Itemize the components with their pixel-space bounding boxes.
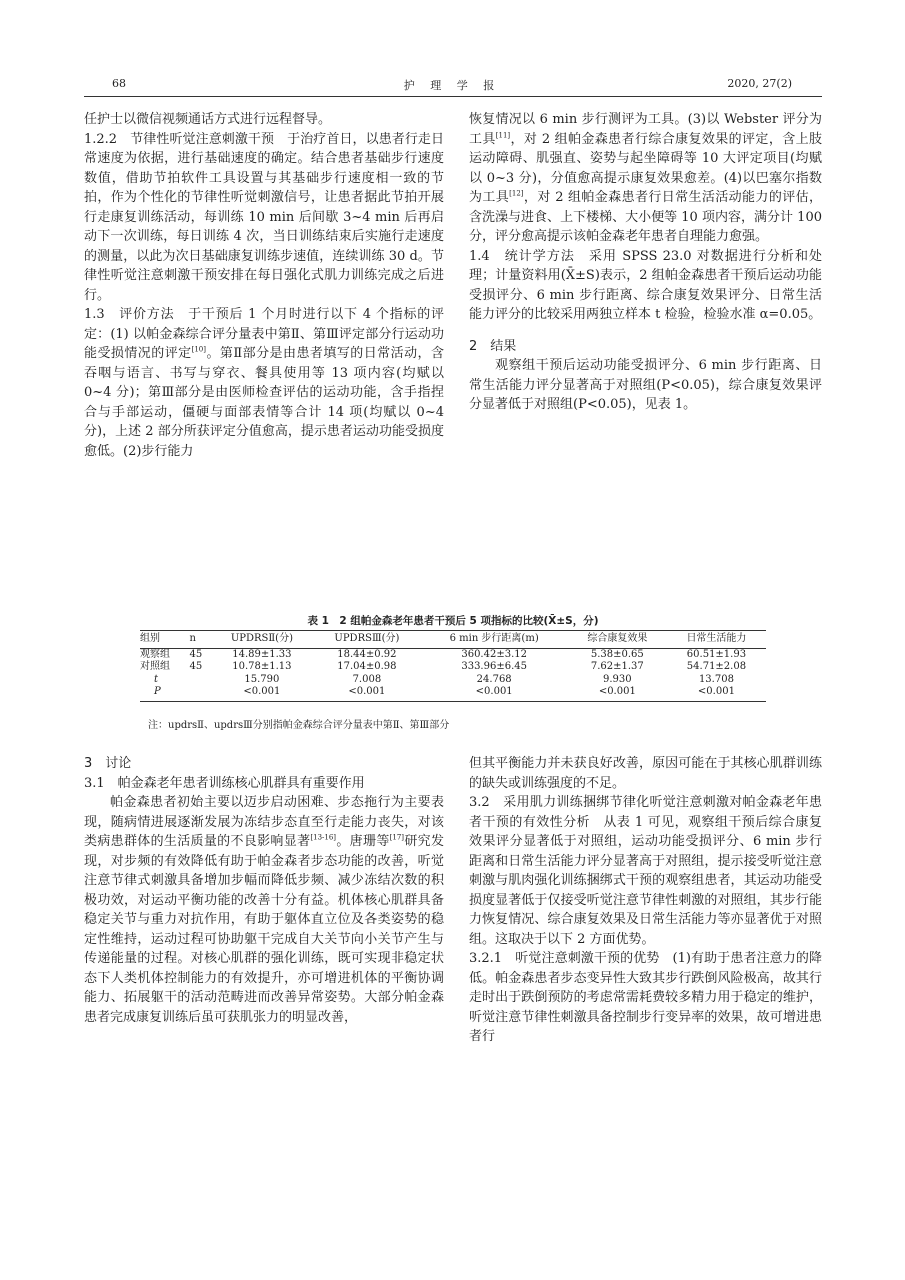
cell: t xyxy=(154,673,159,685)
cell: 333.96±6.45 xyxy=(461,661,527,672)
cell: 24.768 xyxy=(476,673,512,685)
citation: [10] xyxy=(191,345,206,354)
section-text: 于干预后 1 个月时进行以下 4 个指标的评定：(1) 以帕金森综合评分量表中第Ⅱ、第Ⅲ评定部分行运动功能受损情况的评定 xyxy=(84,307,444,361)
running-header xyxy=(112,77,792,95)
cell: <0.001 xyxy=(568,686,667,701)
section-text: 于治疗首日，以患者行走日常速度为依据，进行基础速度的确定。结合患者基础步行速度数值，借助节拍软件工具设置与其基础步行速度相一致的节拍，作为个性化的节律性听觉刺激信号，让患者据此节拍开展行走康复训练活动，每训练 10 min 后间歇 3~4 min 后再启动下一次训练，每日训练 4 次，当日训练结束后实施行走速度的测量，以此为次日基础康复训练步速值，连续训练 30 d。节律性听觉注意刺激干预安排在每日强化式肌力训练完成之后进行。 xyxy=(84,131,444,303)
table-caption: 表 1 2 组帕金森老年患者干预后 5 项指标的比较(X̄±S，分) xyxy=(307,615,599,627)
header-rule xyxy=(84,96,822,97)
table-row xyxy=(140,648,766,661)
results-table xyxy=(140,630,766,702)
cell: 5.38±0.65 xyxy=(590,648,644,660)
cell: 7.62±1.37 xyxy=(590,661,644,672)
cell: 60.51±1.93 xyxy=(686,648,747,660)
section-heading: 1.4 统计学方法 xyxy=(469,248,575,264)
paragraph: 但其平衡能力并未获良好改善，原因可能在于其核心肌群训练的缺失或训练强度的不足。 xyxy=(469,756,822,791)
col-header: 6 min 步行距离(m) xyxy=(421,631,568,649)
column-4 xyxy=(469,754,822,1047)
table-row xyxy=(140,686,766,701)
cell: 45 xyxy=(189,648,203,660)
cell: <0.001 xyxy=(211,686,314,701)
text: 。唐珊等 xyxy=(336,834,390,849)
cell: 54.71±2.08 xyxy=(686,661,747,672)
text: ，对 2 组帕金森患者行日常生活活动能力的评估，含洗澡与进食、上下楼梯、大小便等 10 项内容，满分计 100 分，评分愈高提示该帕金森老年患者自理能力愈强。 xyxy=(469,190,822,244)
section-1-4 xyxy=(469,247,822,325)
section-2-heading: 2 结果 xyxy=(469,338,517,354)
section-heading: 1.3 评价方法 xyxy=(84,307,175,322)
issue-info: 2020, 27(2) xyxy=(727,77,792,90)
col-header: 日常生活能力 xyxy=(667,631,766,649)
paragraph: 任护士以微信视频通话方式进行远程督导。 xyxy=(84,112,332,127)
cell: 360.42±3.12 xyxy=(461,648,527,660)
col-header: n xyxy=(190,631,211,649)
paragraph xyxy=(469,110,822,247)
cell: 14.89±1.33 xyxy=(232,648,292,660)
citation: [12] xyxy=(509,189,524,198)
cell: 7.008 xyxy=(352,673,382,685)
section-heading: 1.2.2 节律性听觉注意刺激干预 xyxy=(84,131,275,147)
cell: <0.001 xyxy=(667,686,766,701)
table-row xyxy=(140,674,766,687)
cell: 18.44±0.92 xyxy=(337,648,397,660)
col-header: UPDRSⅢ(分) xyxy=(313,631,420,649)
column-3 xyxy=(84,754,444,1027)
citation: [11] xyxy=(495,131,511,140)
section-3-2-1 xyxy=(469,949,822,1047)
column-1 xyxy=(84,110,444,461)
paragraph xyxy=(84,793,444,1027)
cell xyxy=(190,674,211,687)
section-text: 采用 SPSS 23.0 对数据进行分析和处理；计量资料用(X̄±S)表示，2 组帕金森患者干预后运动功能受损评分、6 min 步行距离、综合康复效果评分、日常生活能力评分的比较采用两独立样本 t 检验，检验水准 α=0.05。 xyxy=(469,248,822,322)
citation: [13-16] xyxy=(310,833,337,842)
col-header: UPDRSⅡ(分) xyxy=(211,631,314,649)
cell: 45 xyxy=(189,661,203,672)
cell: 9.930 xyxy=(603,673,632,685)
cell: 对照组 xyxy=(140,661,170,672)
table-header-row xyxy=(140,631,766,649)
cell: P xyxy=(140,686,190,701)
cell: <0.001 xyxy=(421,686,568,701)
results-paragraph: 观察组干预后运动功能受损评分、6 min 步行距离、日常生活能力评分显著高于对照组(P<0.05)，综合康复效果评分显著低于对照组(P<0.05)，见表 1。 xyxy=(469,358,822,412)
col-header: 综合康复效果 xyxy=(568,631,667,649)
section-3-1-heading: 3.1 帕金森老年患者训练核心肌群具有重要作用 xyxy=(84,775,365,791)
citation: [17] xyxy=(389,833,405,842)
cell: 观察组 xyxy=(140,648,170,660)
column-2 xyxy=(469,110,822,415)
cell: <0.001 xyxy=(313,686,420,701)
section-text: 从表 1 可见，观察组干预后综合康复效果评分显著低于对照组，运动功能受损评分、6 min 步行距离和日常生活能力评分显著高于对照组，提示接受听觉注意刺激与肌肉强化训练捆绑式干预的观察组患者，其运动功能受损度显著低于仅接受听觉注意节律性刺激的对照组，其步行能力恢复情况、综合康复效果及日常生活能力等亦显著优于对照组。这取决于以下 2 方面优势。 xyxy=(469,814,822,947)
section-text: 。第Ⅱ部分是由患者填写的日常活动，含吞咽与语言、书写与穿衣、餐具使用等 13 项内容(均赋以 0~4 分)；第Ⅲ部分是由医师检查评估的运动功能，含手指捏合与手部运动，僵硬与面部表情等合计 14 项(均赋以 0~4 分)，上述 2 部分所获评定分值愈高，提示患者运动功能受损度愈低。(2)步行能力 xyxy=(84,346,444,459)
cell: 17.04±0.98 xyxy=(337,661,397,672)
cell xyxy=(190,686,211,701)
text: 研究发现，对步频的有效降低有助于帕金森者步态功能的改善，听觉注意节律式刺激具备增加步幅而降低步频、减少冻结次数的积极功效，对运动平衡功能的改善十分有益。机体核心肌群具备稳定关节与重力对抗作用，有助于躯体直立位及各类姿势的稳定性维持，运动过程可协助躯干完成自大关节向小关节产生与传递能量的过程。对核心肌群的强化训练，既可实现非稳定状态下人类机体控制能力的有效提升，亦可增进机体的平衡协调能力、拓展躯干的活动范畴进而改善异常姿势。大部分帕金森患者完成康复训练后虽可获肌张力的明显改善， xyxy=(84,834,444,1025)
cell: 15.790 xyxy=(244,673,280,685)
table-row xyxy=(140,661,766,674)
table-note: 注：updrsⅡ、updrsⅢ分别指帕金森综合评分量表中第Ⅱ、第Ⅲ部分 xyxy=(148,720,450,731)
text: ，对 2 组帕金森患者行综合康复效果的评定，含上肢运动障碍、肌强直、姿势与起坐障碍等 10 大评定项目(均赋以 0~3 分)，分值愈高提示康复效果愈差。(4)以巴塞尔指数为工具 xyxy=(469,131,822,205)
section-3-2 xyxy=(469,793,822,949)
section-text: (1)有助于患者注意力的降低。帕金森患者步态变异性大致其步行跌倒风险极高，故其行走时出于跌倒预防的考虑常需耗费较多精力用于稳定的维护，听觉注意节律性刺激具备控制步行变异率的效果，故可增进患者行 xyxy=(469,951,822,1044)
text: 帕金森患者初始主要以迈步启动困难、步态拖行为主要表现，随病情进展逐渐发展为冻结步态直至行走能力丧失，对该类病患群体的生活质量的不良影响显著 xyxy=(84,795,444,849)
cell: 10.78±1.13 xyxy=(232,661,292,672)
text: 恢复情况以 6 min 步行测评为工具。(3)以 Webster 评分为工具 xyxy=(469,112,822,147)
col-header: 组别 xyxy=(140,631,190,649)
cell: 13.708 xyxy=(698,673,734,685)
page-number: 68 xyxy=(112,77,126,90)
section-1-3 xyxy=(84,305,444,461)
section-heading: 3.2 采用肌力训练捆绑节律化听觉注意刺激对帕金森老年患者干预的有效性分析 xyxy=(469,795,822,830)
section-3-heading: 3 讨论 xyxy=(84,756,132,771)
journal-title: 护 理 学 报 xyxy=(403,79,501,92)
section-heading: 3.2.1 听觉注意刺激干预的优势 xyxy=(469,951,660,966)
section-1-2-2 xyxy=(84,130,444,306)
